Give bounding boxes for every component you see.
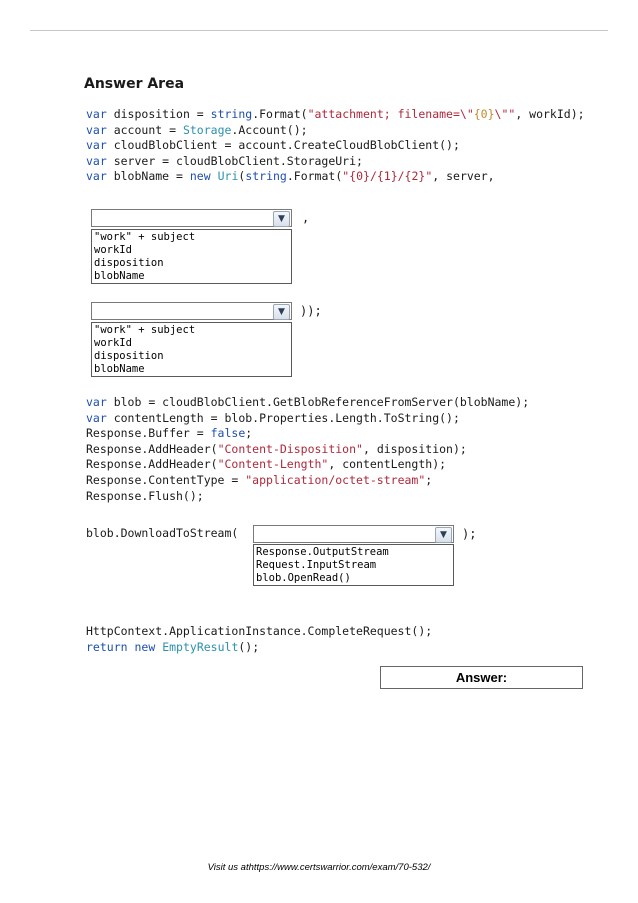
top-divider xyxy=(30,30,608,31)
code-block-top xyxy=(86,107,585,185)
code-block-end xyxy=(86,624,432,655)
dropdown-2-options[interactable] xyxy=(91,322,292,377)
dropdown-2-trailing: )); xyxy=(300,304,322,318)
dropdown-2-option[interactable]: blobName xyxy=(94,363,145,375)
code-line: var blob = cloudBlobClient.GetBlobReferenceFromServer(blobName); xyxy=(86,395,530,409)
code-line: Response.Buffer = false; xyxy=(86,426,253,441)
code-line: HttpContext.ApplicationInstance.CompleteRequest(); xyxy=(86,624,433,638)
dropdown-1-option[interactable]: disposition xyxy=(94,257,164,269)
code-line: var account = Storage.Account(); xyxy=(86,122,308,137)
dropdown-1-select[interactable] xyxy=(91,209,292,227)
code-line: var cloudBlobClient = account.CreateCloudBlobClient(); xyxy=(86,138,460,153)
dropdown-2-option[interactable]: workId xyxy=(94,337,132,349)
code-line: return new EmptyResult(); xyxy=(86,639,260,654)
download-call-prefix: blob.DownloadToStream( xyxy=(86,526,239,540)
answer-label: Answer: xyxy=(455,670,508,685)
code-line: Response.ContentType = "application/octet-stream"; xyxy=(86,472,433,487)
dropdown-3-trailing: ); xyxy=(462,527,477,541)
dropdown-1-option[interactable]: blobName xyxy=(94,270,145,282)
dropdown-1-trailing: , xyxy=(302,211,310,225)
dropdown-1-option[interactable]: workId xyxy=(94,244,132,256)
code-line: Response.Flush(); xyxy=(86,488,204,503)
answer-box xyxy=(380,666,583,689)
page-title: Answer Area xyxy=(84,76,185,92)
chevron-down-icon[interactable]: ▼ xyxy=(435,527,452,543)
dropdown-1-option[interactable]: "work" + subject xyxy=(94,231,196,243)
dropdown-2-option[interactable]: disposition xyxy=(94,350,164,362)
footer-link-text: Visit us athttps://www.certswarrior.com/exam/70-532/ xyxy=(207,862,431,873)
code-line: var disposition = string.Format("attachment; filename=\"{0}\"", workId); xyxy=(86,107,585,121)
code-line: Response.AddHeader("Content-Disposition", disposition); xyxy=(86,441,467,456)
code-line: var blobName = new Uri(string.Format("{0}/{1}/{2}", server, xyxy=(86,169,495,184)
dropdown-3-option[interactable]: blob.OpenRead() xyxy=(256,572,351,584)
code-line: var contentLength = blob.Properties.Length.ToString(); xyxy=(86,410,460,425)
dropdown-2-select[interactable] xyxy=(91,302,292,320)
chevron-down-icon[interactable]: ▼ xyxy=(273,304,290,320)
code-block-middle xyxy=(86,395,529,504)
chevron-down-icon[interactable]: ▼ xyxy=(273,211,290,227)
code-line: Response.AddHeader("Content-Length", contentLength); xyxy=(86,457,447,472)
dropdown-3-options[interactable] xyxy=(253,544,454,586)
dropdown-1-options[interactable] xyxy=(91,229,292,284)
dropdown-3-select[interactable] xyxy=(253,525,454,543)
code-line: var server = cloudBlobClient.StorageUri; xyxy=(86,153,363,168)
dropdown-3-option[interactable]: Request.InputStream xyxy=(256,559,377,571)
dropdown-3-option[interactable]: Response.OutputStream xyxy=(256,546,389,558)
dropdown-2-option[interactable]: "work" + subject xyxy=(94,324,196,336)
